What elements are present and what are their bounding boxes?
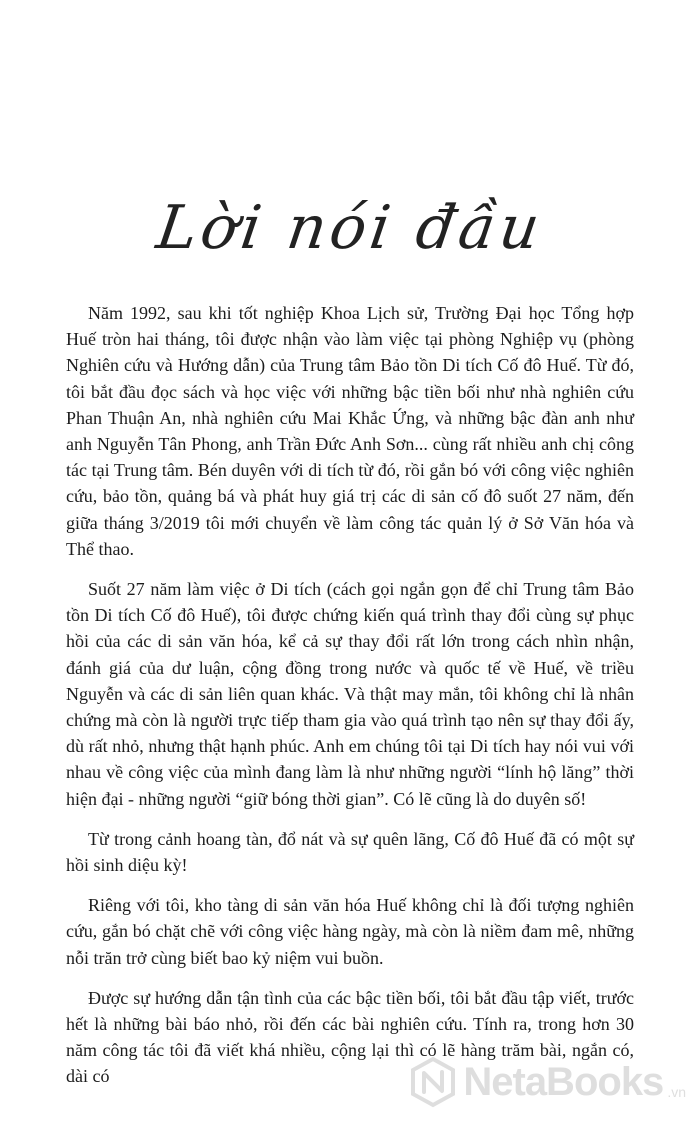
paragraph: Năm 1992, sau khi tốt nghiệp Khoa Lịch sử, Trường Đại học Tổng hợp Huế tròn hai tháng, tôi được nhận vào làm việc tại phòng Nghiệp vụ (phòng Nghiên cứu và Hướng dẫn) của Trung tâm Bảo tồn Di tích Cố đô Huế. Từ đó, tôi bắt đầu đọc sách và học việc với những bậc tiền bối như nhà nghiên cứu Phan Thuận An, nhà nghiên cứu Mai Khắc Ứng, và những bậc đàn anh như anh Nguyễn Tân Phong, anh Trần Đức Anh Sơn... cùng rất nhiều anh chị công tác tại Trung tâm. Bén duyên với di tích từ đó, rồi gắn bó với công việc nghiên cứu, bảo tồn, quảng bá và phát huy giá trị các di sản cố đô suốt 27 năm, đến giữa tháng 3/2019 tôi mới chuyển về làm công tác quản lý ở Sở Văn hóa và Thể thao. [66,303,634,559]
paragraph: Riêng với tôi, kho tàng di sản văn hóa Huế không chỉ là đối tượng nghiên cứu, gắn bó chặt chẽ với công việc hàng ngày, mà còn là niềm đam mê, những nỗi trăn trở cùng biết bao kỷ niệm vui buồn. [66,895,634,968]
preface-body [66,300,634,1104]
page-title: Lời nói đầu [152,193,548,263]
paragraph: Suốt 27 năm làm việc ở Di tích (cách gọi ngắn gọn để chỉ Trung tâm Bảo tồn Di tích Cố đô Huế), tôi được chứng kiến quá trình thay đổi cùng sự phục hồi của các di sản văn hóa, kể cả sự thay đổi rất lớn trong cách nhìn nhận, đánh giá của dư luận, cộng đồng trong nước và quốc tế về Huế, về triều Nguyễn và các di sản liên quan khác. Và thật may mắn, tôi không chỉ là nhân chứng mà còn là người trực tiếp tham gia vào quá trình tạo nên sự thay đổi ấy, dù rất nhỏ, nhưng thật hạnh phúc. Anh em chúng tôi tại Di tích hay nói vui với nhau về công việc của mình đang làm là như những người “lính hộ lăng” thời hiện đại - những người “giữ bóng thời gian”. Có lẽ cũng là do duyên số! [66,579,634,809]
watermark [407,1056,686,1108]
paragraph: Được sự hướng dẫn tận tình của các bậc tiền bối, tôi bắt đầu tập viết, trước hết là những bài báo nhỏ, rồi đến các bài nghiên cứu. Tính ra, trong hơn 30 năm công tác tôi đã viết khá nhiều, cộng lại thì có lẽ hàng trăm bài, ngắn có, dài có [66,987,634,1087]
n-hexagon-logo-icon [407,1056,459,1108]
watermark-suffix: .vn [667,1084,686,1100]
watermark-brand: NetaBooks [463,1059,664,1104]
paragraph: Từ trong cảnh hoang tàn, đổ nát và sự quên lãng, Cố đô Huế đã có một sự hồi sinh diệu kỳ! [66,828,634,876]
